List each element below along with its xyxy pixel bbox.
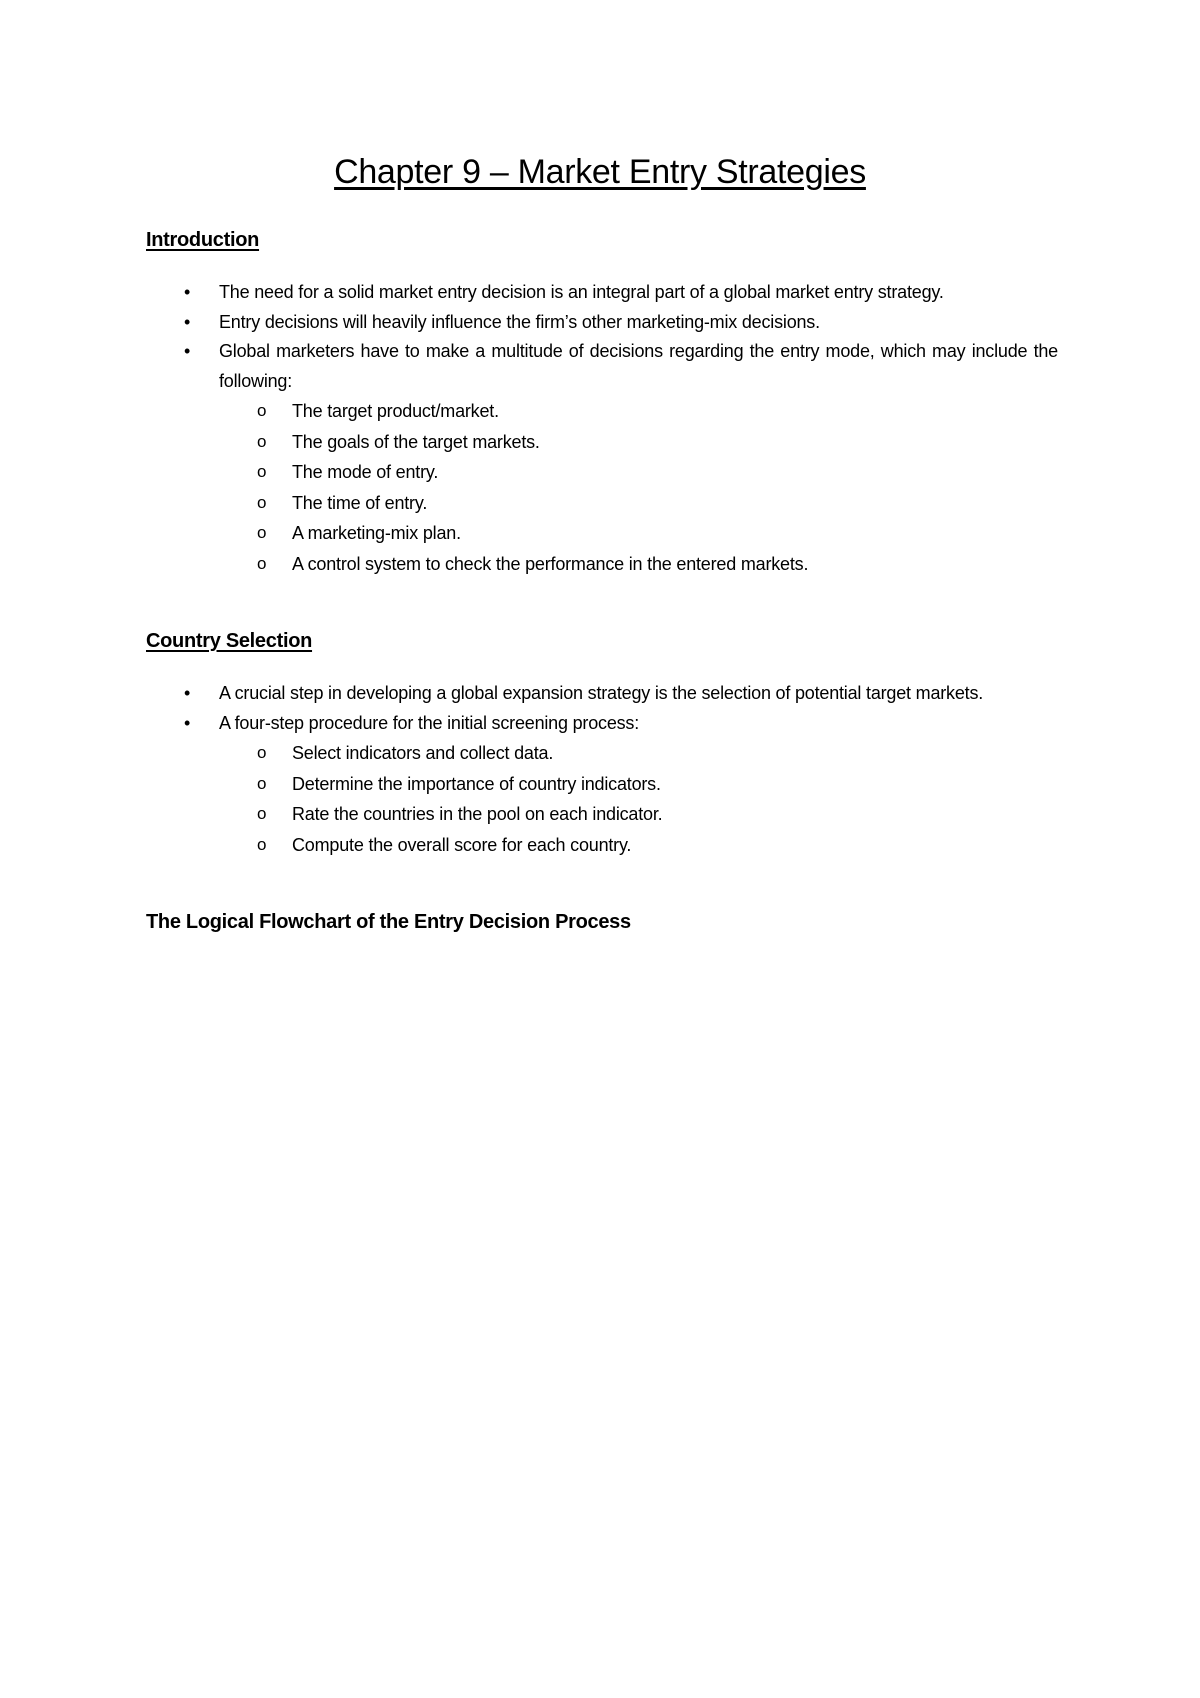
sub-bullet-text: A marketing-mix plan. xyxy=(292,523,461,543)
sub-bullet-text: Compute the overall score for each country. xyxy=(292,834,632,855)
sub-bullet-icon: o xyxy=(257,401,267,420)
sub-bullet-icon: o xyxy=(257,431,267,451)
bullet-text: A crucial step in developing a global expansion strategy is the selection of potential target markets. xyxy=(219,683,984,703)
sub-bullet-item xyxy=(219,457,1058,488)
sub-bullet-item xyxy=(219,396,1058,427)
bullet-icon: • xyxy=(184,282,191,302)
bullet-icon: • xyxy=(184,341,191,361)
bullet-icon: • xyxy=(184,311,191,332)
section-heading: The Logical Flowchart of the Entry Decision Process xyxy=(146,911,631,933)
sub-bullet-item xyxy=(219,769,1058,800)
bullet-list xyxy=(146,278,1058,579)
sub-bullet-list xyxy=(219,738,1058,860)
sub-bullet-text: Determine the importance of country indicators. xyxy=(292,773,661,794)
sub-bullet-icon: o xyxy=(257,804,267,823)
sub-bullet-text: Rate the countries in the pool on each indicator. xyxy=(292,804,663,824)
sub-bullet-icon: o xyxy=(257,553,267,573)
sub-bullet-text: Select indicators and collect data. xyxy=(292,743,554,763)
sub-bullet-icon: o xyxy=(257,834,267,854)
sub-bullet-text: A control system to check the performance in the entered markets. xyxy=(292,553,809,574)
bullet-icon: • xyxy=(184,683,191,703)
sub-bullet-icon: o xyxy=(257,773,267,793)
bullet-icon: • xyxy=(184,712,191,733)
sub-bullet-text: The target product/market. xyxy=(292,401,499,421)
bullet-item xyxy=(146,308,1058,338)
document-title: Chapter 9 – Market Entry Strategies xyxy=(334,153,866,191)
sub-bullet-icon: o xyxy=(257,462,267,481)
sub-bullet-icon: o xyxy=(257,492,267,512)
sub-bullet-list xyxy=(219,396,1058,579)
bullet-item xyxy=(146,709,1058,861)
bullet-text: The need for a solid market entry decision is an integral part of a global market entry strategy. xyxy=(219,282,944,302)
bullet-text: A four-step procedure for the initial screening process: xyxy=(219,712,640,733)
sub-bullet-icon: o xyxy=(257,743,267,762)
sub-bullet-item xyxy=(219,488,1058,519)
sub-bullet-item xyxy=(219,738,1058,769)
section-heading: Country Selection xyxy=(146,630,313,652)
sub-bullet-item xyxy=(219,427,1058,458)
bullet-text: Global marketers have to make a multitude of decisions regarding the entry mode, which may include the following: xyxy=(219,341,1058,391)
sub-bullet-item xyxy=(219,549,1058,580)
sub-bullet-text: The goals of the target markets. xyxy=(292,431,540,452)
sub-bullet-item xyxy=(219,518,1058,549)
sub-bullet-text: The mode of entry. xyxy=(292,462,439,482)
section-heading: Introduction xyxy=(146,229,260,251)
bullet-item xyxy=(146,337,1058,579)
section-flowchart xyxy=(146,908,1058,936)
sub-bullet-item xyxy=(219,830,1058,861)
sub-bullet-icon: o xyxy=(257,523,267,542)
bullet-text: Entry decisions will heavily influence the firm’s other marketing-mix decisions. xyxy=(219,311,820,332)
bullet-item xyxy=(146,679,1058,709)
section-country-selection xyxy=(146,627,1058,860)
bullet-list xyxy=(146,679,1058,860)
sub-bullet-item xyxy=(219,799,1058,830)
section-introduction xyxy=(146,226,1058,579)
bullet-item xyxy=(146,278,1058,308)
sub-bullet-text: The time of entry. xyxy=(292,492,428,513)
